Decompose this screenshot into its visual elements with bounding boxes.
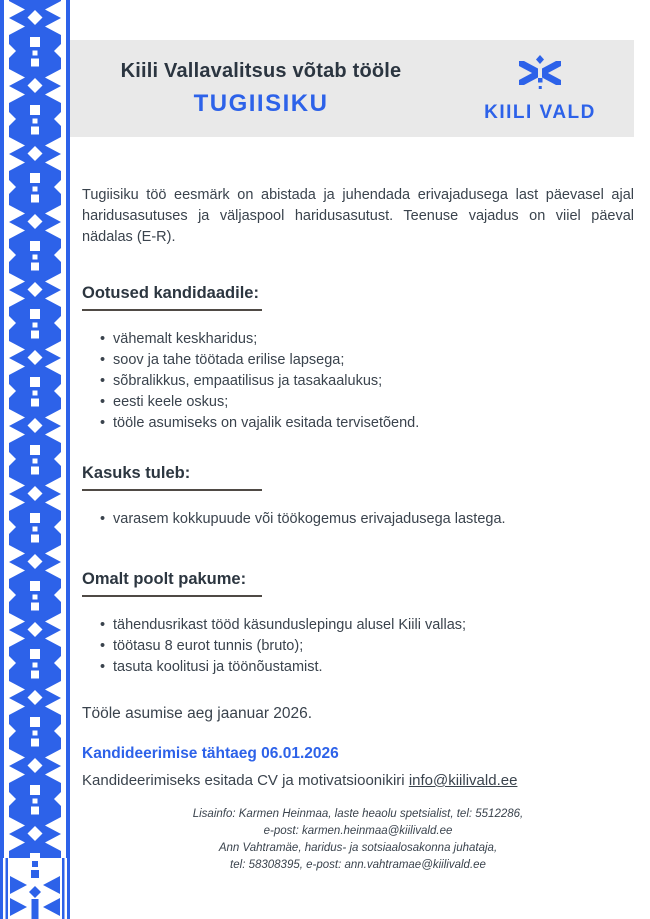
list-item: • tööle asumiseks on vajalik esitada tervisetõend. bbox=[100, 413, 634, 434]
footer-line: e-post: karmen.heinmaa@kiilivald.ee bbox=[263, 825, 453, 837]
footer-line: tel: 58308395, e-post: ann.vahtramae@kiilivald.ee bbox=[230, 859, 486, 871]
section-heading: Kasuks tuleb: bbox=[82, 464, 191, 482]
intro-paragraph: Tugiisiku töö eesmärk on abistada ja juhendada erivajadusega last päevasel ajal haridusasutuses ja väljaspool haridusasutust. Teenuse vajadus on viiel päeval nädalas (E-R). bbox=[82, 187, 634, 245]
section-heading: Omalt poolt pakume: bbox=[82, 570, 247, 588]
header-titles bbox=[70, 40, 452, 137]
list-item: • tasuta koolitusi ja töönõustamist. bbox=[100, 657, 634, 678]
section-heading: Ootused kandidaadile: bbox=[82, 284, 259, 302]
footer-line: Lisainfo: Karmen Heinmaa, laste heaolu spetsialist, tel: 5512286, bbox=[192, 808, 524, 820]
section-offer bbox=[82, 570, 634, 678]
list-item: • tähendusrikast tööd käsunduslepingu alusel Kiili vallas; bbox=[100, 615, 634, 636]
apply-text: Kandideerimiseks esitada CV ja motivatsioonikiri bbox=[82, 772, 409, 789]
section-expectations bbox=[82, 284, 634, 434]
list-item: • sõbralikkus, empaatilisus ja tasakaalukus; bbox=[100, 371, 634, 392]
heading-rule bbox=[82, 595, 262, 597]
job-title: TUGIISIKU bbox=[193, 89, 329, 117]
list-item: • vähemalt keskharidus; bbox=[100, 329, 634, 350]
content-column bbox=[70, 0, 650, 919]
list-item: • soov ja tahe töötada erilise lapsega; bbox=[100, 350, 634, 371]
email-link[interactable]: info@kiilivald.ee bbox=[408, 772, 518, 789]
footer-line: Ann Vahtramäe, haridus- ja sotsiaalosakonna juhataja, bbox=[218, 842, 498, 854]
heading-rule bbox=[82, 489, 262, 491]
body-text bbox=[82, 185, 634, 874]
dragonfly-icon bbox=[514, 54, 566, 99]
list-item: • varasem kokkupuude või töökogemus erivajadusega lastega. bbox=[100, 509, 634, 530]
bullet-list bbox=[82, 509, 634, 530]
deadline-text: Kandideerimise tähtaeg 06.01.2026 bbox=[82, 745, 339, 762]
heading-rule bbox=[82, 309, 262, 311]
bullet-list bbox=[82, 329, 634, 434]
contact-footer bbox=[82, 806, 634, 874]
start-date-text: Tööle asumise aeg jaanuar 2026. bbox=[82, 705, 313, 722]
folk-pattern-bottom-cap bbox=[0, 858, 70, 919]
list-item: • töötasu 8 eurot tunnis (bruto); bbox=[100, 636, 634, 657]
folk-pattern-border bbox=[0, 0, 70, 919]
bullet-list bbox=[82, 615, 634, 678]
apply-instruction bbox=[82, 772, 634, 789]
folk-pattern-svg bbox=[0, 0, 70, 919]
logo-text: KIILI VALD bbox=[484, 101, 596, 123]
list-item: • eesti keele oskus; bbox=[100, 392, 634, 413]
page-title: Kiili Vallavalitsus võtab tööle bbox=[120, 59, 402, 82]
section-advantages bbox=[82, 464, 634, 530]
header bbox=[70, 40, 634, 137]
municipality-logo bbox=[452, 40, 634, 137]
